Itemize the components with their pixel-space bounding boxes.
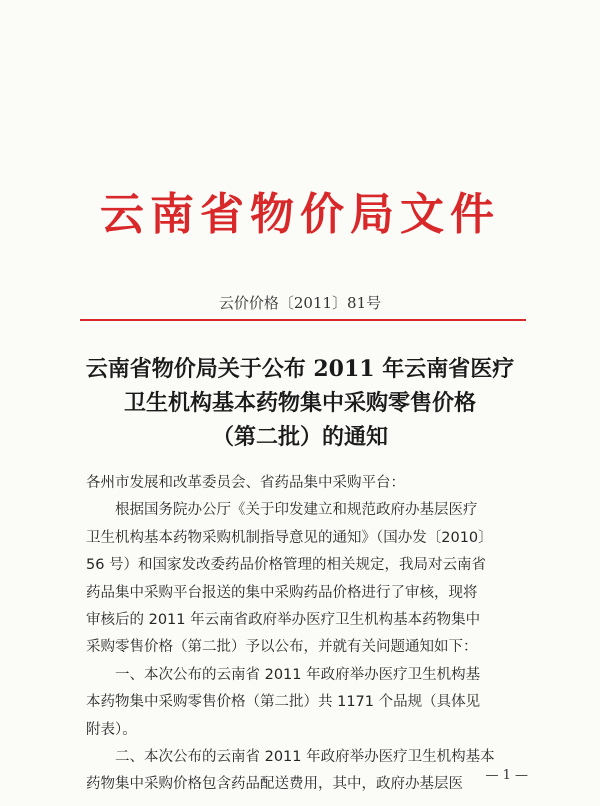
body-line: 药物集中采购价格包含药品配送费用，其中，政府办基层医	[86, 776, 463, 793]
body-line: 本药物集中采购零售价格（第二批）共 1171 个品规（具体见	[86, 694, 481, 711]
notice-body	[86, 470, 530, 799]
body-line: 药品集中采购平台报送的集中采购药品价格进行了审核，现将	[86, 584, 478, 601]
body-line: 卫生机构基本药物采购机制指导意见的通知》（国办发〔2010〕	[86, 529, 493, 546]
body-line: 根据国务院办公厅《关于印发建立和规范政府办基层医疗	[115, 502, 478, 519]
body-line: 审核后的 2011 年云南省政府举办医疗卫生机构基本药物集中	[86, 611, 481, 628]
body-line: 附表）。	[86, 721, 137, 738]
title-line: （第二批）的通知	[211, 424, 388, 450]
red-divider	[80, 319, 526, 321]
body-line: 一、本次公布的云南省 2011 年政府举办医疗卫生机构基	[115, 666, 481, 683]
page-number: — 1 —	[485, 768, 528, 783]
body-line: 采购零售价格（第二批）予以公布，并就有关问题通知如下：	[86, 639, 478, 656]
document-number: 云价价格〔2011〕81号	[218, 294, 382, 312]
addressee: 各州市发展和改革委员会、省药品集中采购平台：	[86, 475, 405, 491]
title-line: 卫生机构基本药物集中采购零售价格	[123, 390, 476, 416]
title-line: 云南省物价局关于公布 2011 年云南省医疗	[85, 356, 515, 382]
issuer-header: 云南省物价局文件	[100, 189, 500, 240]
body-line: 二、本次公布的云南省 2011 年政府举办医疗卫生机构基本	[115, 748, 495, 765]
notice-title	[60, 352, 540, 454]
body-line: 56 号）和国家发改委药品价格管理的相关规定，我局对云南省	[86, 557, 487, 574]
